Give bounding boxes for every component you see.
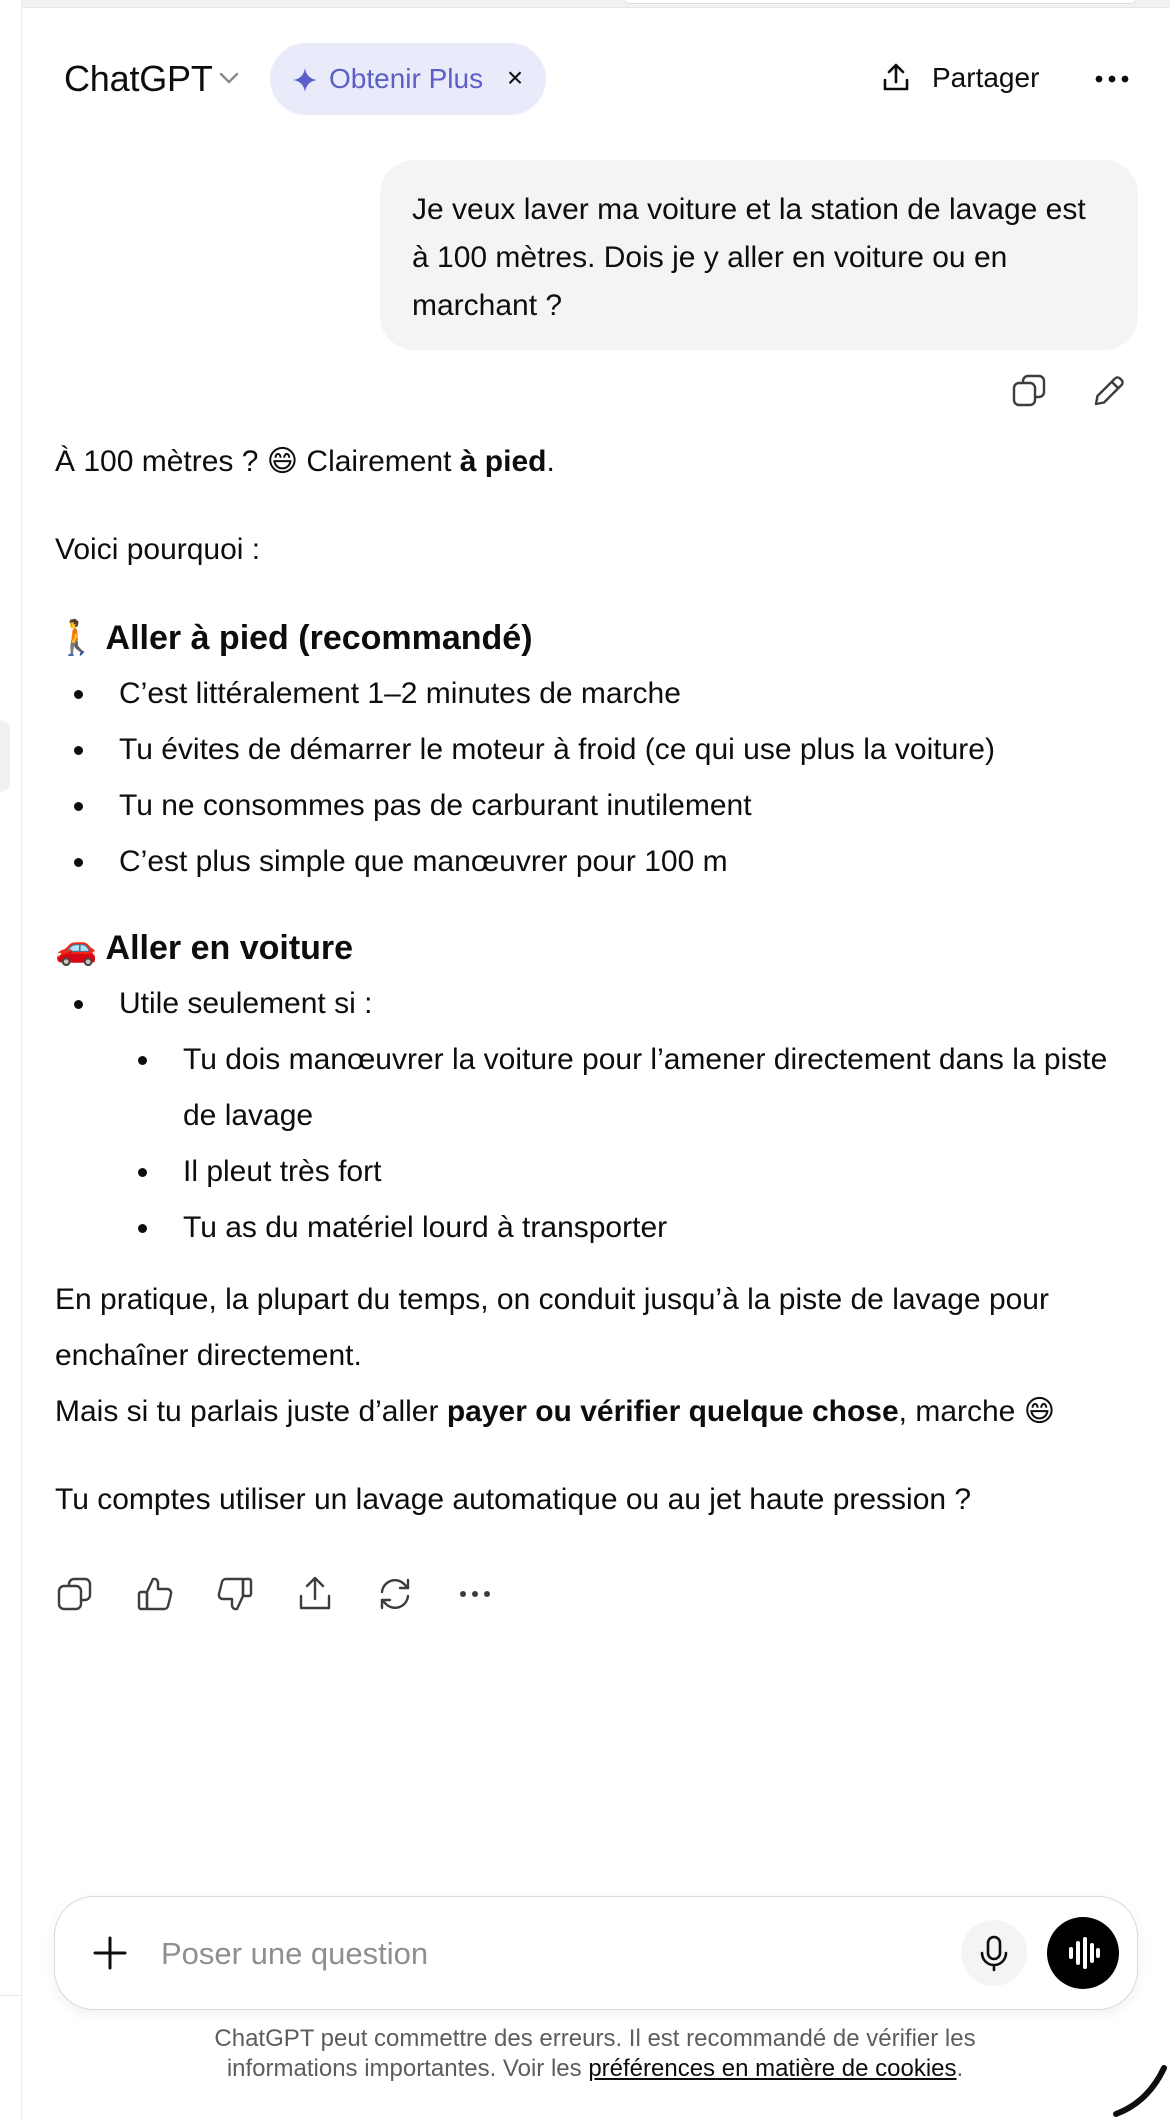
address-bar-edge <box>620 0 1140 4</box>
list-item: C’est plus simple que manœuvrer pour 100 m <box>55 834 1145 890</box>
disclaimer-text: ChatGPT peut commettre des erreurs. Il est recommandé de vérifier les informations importantes. Voir les préférences en matière de cookies. <box>214 2025 976 2082</box>
copy-icon[interactable] <box>1010 372 1048 410</box>
section-heading-car: 🚗 Aller en voiture <box>55 928 354 968</box>
answer-why: Voici pourquoi : <box>55 533 261 566</box>
grin-emoji: 😄 <box>1023 1394 1055 1429</box>
more-icon[interactable] <box>455 1574 495 1614</box>
sidebar-handle[interactable] <box>0 720 10 792</box>
car-subreasons-list <box>55 1032 1145 1256</box>
cookie-preferences-link[interactable]: préférences en matière de cookies <box>588 2055 957 2082</box>
list-item: Utile seulement si : <box>55 976 1145 1032</box>
top-bar <box>22 40 1170 116</box>
list-item: Tu évites de démarrer le moteur à froid (ce qui use plus la voiture) <box>55 722 1145 778</box>
list-item: C’est littéralement 1–2 minutes de marche <box>55 666 1145 722</box>
voice-mode-button[interactable] <box>1047 1917 1119 1989</box>
share-label: Partager <box>932 62 1040 93</box>
chevron-down-icon[interactable] <box>218 70 240 86</box>
upgrade-plus-button[interactable] <box>270 43 546 115</box>
sidebar-rail <box>0 0 22 2120</box>
user-message-actions <box>1006 372 1136 412</box>
loading-arc-icon <box>1108 2062 1170 2120</box>
copy-icon[interactable] <box>55 1574 95 1614</box>
answer-question: Tu comptes utiliser un lavage automatique ou au jet haute pression ? <box>55 1483 972 1516</box>
list-item: Tu dois manœuvrer la voiture pour l’amener directement dans la piste de lavage <box>55 1032 1145 1144</box>
assistant-message-actions <box>55 1574 495 1618</box>
browser-top-strip <box>0 0 1170 8</box>
list-item: Tu as du matériel lourd à transporter <box>55 1200 1145 1256</box>
edit-icon[interactable] <box>1090 372 1128 410</box>
model-selector-title[interactable]: ChatGPT <box>64 58 213 99</box>
car-reasons-list <box>55 976 1145 1032</box>
walk-reasons-list <box>55 666 1145 890</box>
list-item: Il pleut très fort <box>55 1144 1145 1200</box>
upgrade-label: Obtenir Plus <box>329 63 484 94</box>
answer-intro: À 100 mètres ? 😄 Clairement à pied. <box>55 444 555 479</box>
share-button[interactable] <box>880 58 1080 98</box>
sparkle-icon <box>292 67 318 93</box>
section-heading-walk: 🚶 Aller à pied (recommandé) <box>55 618 533 658</box>
sidebar-divider <box>0 1995 22 1996</box>
car-emoji: 🚗 <box>55 928 98 968</box>
close-icon[interactable]: × <box>506 62 524 93</box>
message-composer <box>54 1896 1138 2010</box>
list-item: Tu ne consommes pas de carburant inutilement <box>55 778 1145 834</box>
answer-practice: En pratique, la plupart du temps, on conduit jusqu’à la piste de lavage pour enchaîner directement. <box>55 1283 1049 1372</box>
grin-emoji: 😄 <box>266 444 299 479</box>
more-options-icon[interactable] <box>1092 64 1132 94</box>
walking-emoji: 🚶 <box>55 618 98 658</box>
prompt-input[interactable] <box>161 1927 981 1981</box>
thumbs-down-icon[interactable] <box>215 1574 255 1614</box>
assistant-message <box>55 434 1145 1528</box>
dictate-button[interactable] <box>961 1920 1027 1986</box>
add-attachment-button[interactable] <box>77 1920 143 1986</box>
share-icon <box>880 62 912 94</box>
regenerate-icon[interactable] <box>375 1574 415 1614</box>
share-icon[interactable] <box>295 1574 335 1614</box>
answer-but: Mais si tu parlais juste d’aller payer ou vérifier quelque chose, marche 😄 <box>55 1394 1055 1429</box>
user-message-bubble: Je veux laver ma voiture et la station de lavage est à 100 mètres. Dois je y aller en voiture ou en marchant ? <box>380 160 1138 350</box>
thumbs-up-icon[interactable] <box>135 1574 175 1614</box>
